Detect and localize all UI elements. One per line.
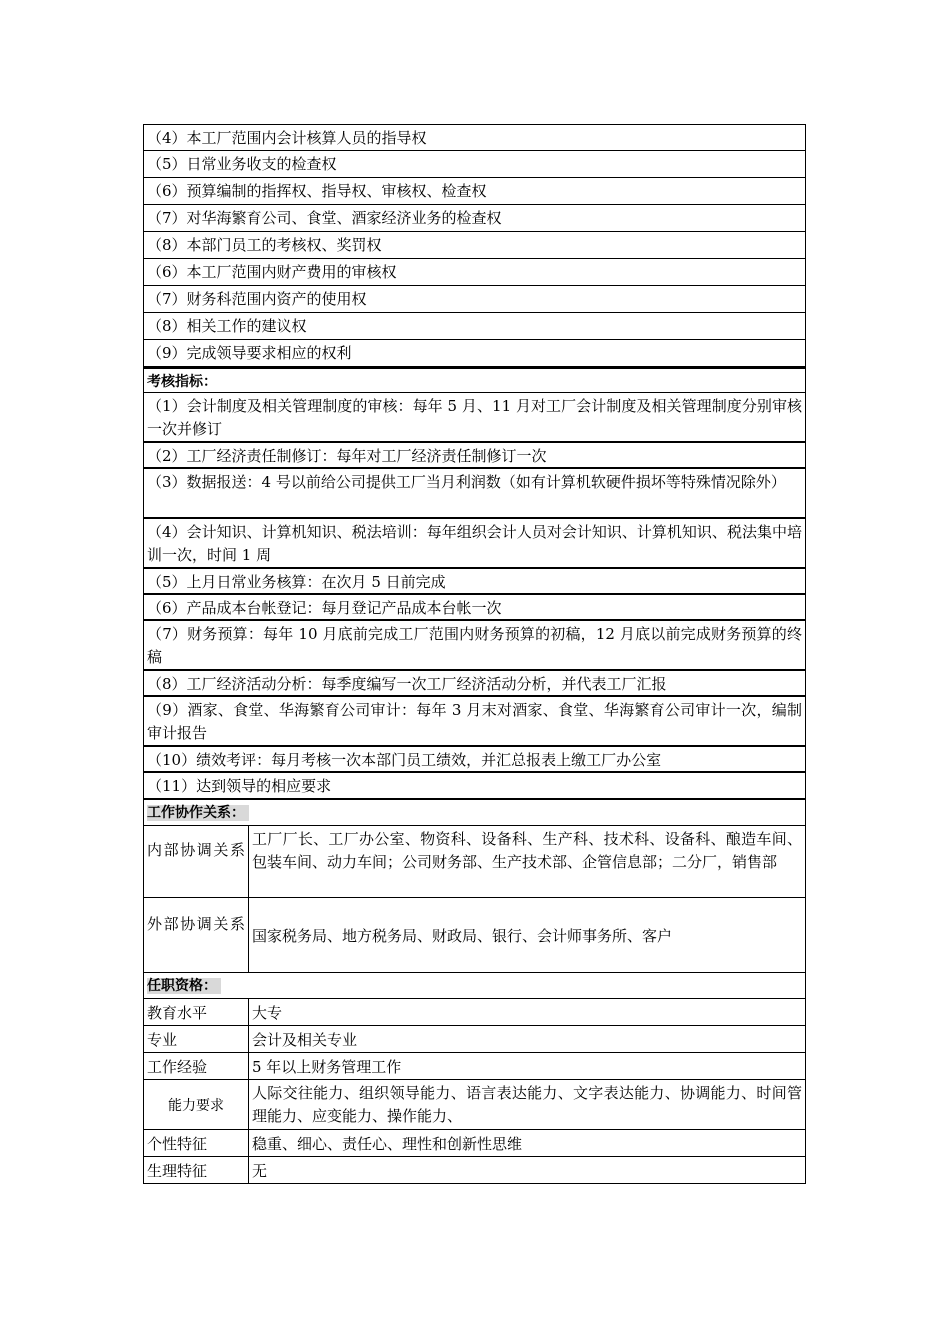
assessment-item: （2）工厂经济责任制修订：每年对工厂经济责任制修订一次 (143, 443, 806, 469)
rights-item: （8）本部门员工的考核权、奖罚权 (143, 232, 806, 259)
qualification-value: 人际交往能力、组织领导能力、语言表达能力、文字表达能力、协调能力、时间管理能力、应变能力、操作能力、 (252, 1084, 802, 1125)
qualification-row (143, 1130, 806, 1157)
qualification-label: 工作经验 (144, 1053, 249, 1079)
rights-item: （7）对华海繁育公司、食堂、酒家经济业务的检查权 (143, 205, 806, 232)
rights-item: （7）财务科范围内资产的使用权 (143, 286, 806, 313)
rights-item: （4）本工厂范围内会计核算人员的指导权 (143, 124, 806, 151)
rights-item: （8）相关工作的建议权 (143, 313, 806, 340)
external-relations-value: 国家税务局、地方税务局、财政局、银行、会计师事务所、客户 (252, 927, 673, 945)
qualification-row (143, 1080, 806, 1130)
cooperation-heading (143, 800, 806, 826)
cooperation-heading-text: 工作协作关系： (147, 805, 249, 821)
assessment-item: （1）会计制度及相关管理制度的审核：每年 5 月、11 月对工厂会计制度及相关管理制度分别审核一次并修订 (143, 393, 806, 443)
assessment-item: （4）会计知识、计算机知识、税法培训：每年组织会计人员对会计知识、计算机知识、税法集中培训一次，时间 1 周 (143, 519, 806, 569)
qualification-value: 稳重、细心、责任心、理性和创新性思维 (252, 1134, 523, 1153)
rights-item: （6）本工厂范围内财产费用的审核权 (143, 259, 806, 286)
internal-relations-row (143, 826, 806, 898)
qualification-row (143, 1053, 806, 1080)
assessment-item: （8）工厂经济活动分析：每季度编写一次工厂经济活动分析，并代表工厂汇报 (143, 671, 806, 697)
qualification-heading (143, 973, 806, 999)
qualification-value: 无 (252, 1161, 268, 1180)
qualification-row (143, 999, 806, 1026)
rights-item: （6）预算编制的指挥权、指导权、审核权、检查权 (143, 178, 806, 205)
qualification-label: 能力要求 (144, 1080, 249, 1129)
rights-item: （9）完成领导要求相应的权利 (143, 340, 806, 367)
qualification-label: 生理特征 (144, 1157, 249, 1183)
external-relations-label: 外部协调关系 (144, 898, 249, 972)
qualification-label: 专业 (144, 1026, 249, 1052)
qualification-value: 会计及相关专业 (252, 1030, 358, 1049)
assessment-item: （9）酒家、食堂、华海繁育公司审计：每年 3 月末对酒家、食堂、华海繁育公司审计一次，编制审计报告 (143, 697, 806, 747)
job-description-table (143, 124, 806, 1184)
assessment-item: （11）达到领导的相应要求 (143, 773, 806, 800)
qualification-row (143, 1157, 806, 1184)
qualification-label: 个性特征 (144, 1130, 249, 1156)
assessment-heading (143, 367, 806, 393)
rights-item: （5）日常业务收支的检查权 (143, 151, 806, 178)
qualification-label: 教育水平 (144, 999, 249, 1025)
qualification-row (143, 1026, 806, 1053)
qualification-value: 大专 (252, 1003, 283, 1022)
external-relations-row (143, 898, 806, 973)
assessment-heading-text: 考核指标： (147, 374, 217, 390)
assessment-item: （10）绩效考评：每月考核一次本部门员工绩效，并汇总报表上缴工厂办公室 (143, 747, 806, 773)
internal-relations-value: 工厂厂长、工厂办公室、物资科、设备科、生产科、技术科、设备科、酿造车间、包装车间、动力车间；公司财务部、生产技术部、企管信息部；二分厂，销售部 (252, 830, 802, 871)
assessment-item: （6）产品成本台帐登记：每月登记产品成本台帐一次 (143, 595, 806, 621)
assessment-item: （3）数据报送：4 号以前给公司提供工厂当月利润数（如有计算机软硬件损坏等特殊情况除外） (143, 469, 806, 519)
qualification-heading-text: 任职资格： (147, 978, 221, 994)
assessment-item: （5）上月日常业务核算：在次月 5 日前完成 (143, 569, 806, 595)
qualification-value: 5 年以上财务管理工作 (252, 1057, 402, 1076)
internal-relations-label: 内部协调关系 (144, 826, 249, 897)
assessment-item: （7）财务预算：每年 10 月底前完成工厂范围内财务预算的初稿，12 月底以前完成财务预算的终稿 (143, 621, 806, 671)
